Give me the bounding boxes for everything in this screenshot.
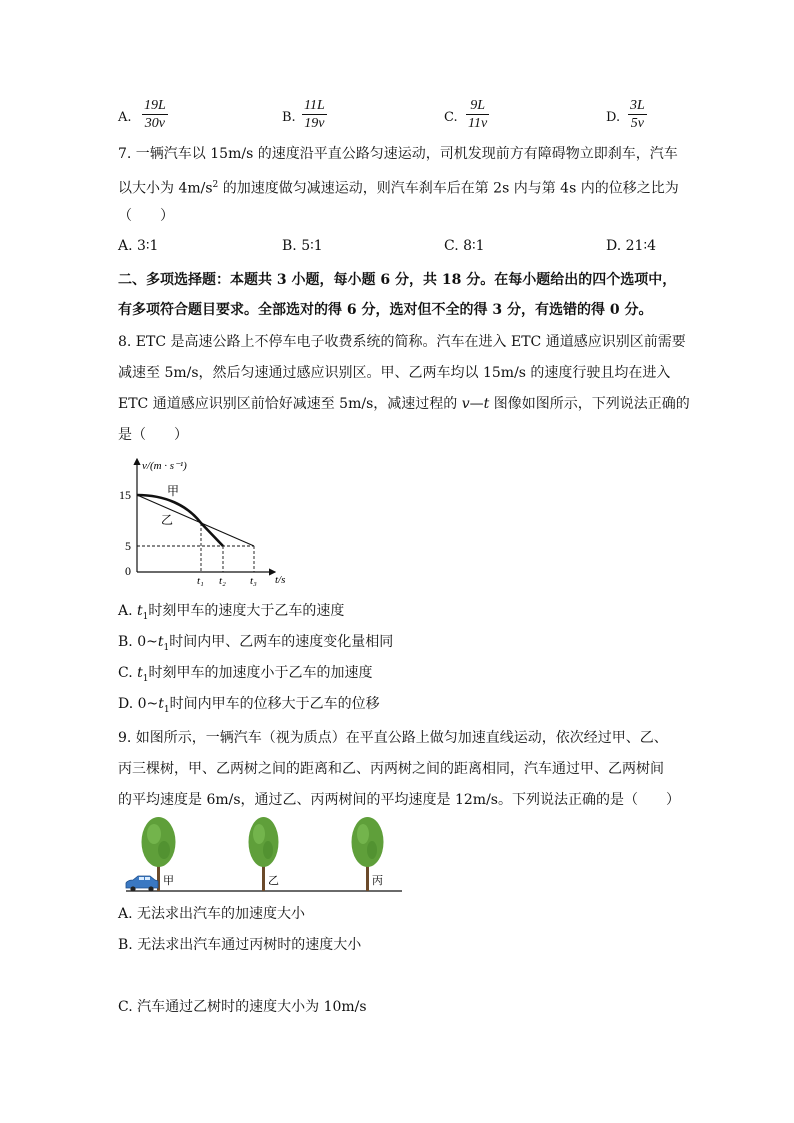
q6-option-d-fraction: 3L 5v [630, 98, 645, 131]
q8-stem-line-3: ETC 通道感应识别区前恰好减速至 5m/s，减速过程的 v—t 图像如图所示，下列说法正确的 [118, 396, 690, 412]
x-tick-t2: t₂ [219, 575, 226, 587]
q9-option-c: C. 汽车通过乙树时的速度大小为 10m/s [118, 999, 367, 1015]
x-tick-t1: t₁ [197, 575, 204, 587]
y-tick-15: 15 [119, 488, 131, 502]
q7-option-a: A. 3∶1 [118, 238, 159, 254]
q7-answer-blank: （ ） [118, 208, 174, 224]
q9-stem-line-1: 9. 如图所示，一辆汽车（视为质点）在平直公路上做匀加速直线运动，依次经过甲、乙、 [118, 730, 668, 746]
x-tick-t3: t₃ [250, 575, 257, 587]
section2-heading-line-2: 有多项符合题目要求。全部选对的得 6 分，选对但不全的得 3 分，有选错的得 0 分。 [118, 302, 653, 318]
q9-trees-diagram [118, 812, 408, 894]
q6-option-c-letter: C. [444, 110, 458, 125]
q8-stem-line-2: 减速至 5m/s，然后匀速通过感应识别区。甲、乙两车均以 15m/s 的速度行驶且均在进入 [118, 365, 671, 381]
q8-answer-blank: 是（ ） [118, 427, 188, 443]
tree-label-bing: 丙 [372, 875, 383, 887]
tree-label-yi: 乙 [268, 875, 279, 887]
curve-label-jia: 甲 [167, 484, 180, 498]
x-axis-label: t/s [275, 574, 286, 586]
q7-stem-line-2: 以大小为 $4m/s^2$ 的加速度做匀减速运动，则汽车刹车后在第 2s 内与第 4s 内的位移之比为 [118, 180, 679, 197]
q6-option-c-fraction: 9L 11v [468, 98, 488, 131]
q8-option-a: A. $t_1$时刻甲车的速度大于乙车的速度 [118, 603, 345, 622]
q6-option-d-letter: D. [606, 110, 621, 125]
q7-stem-line-1: 7. 一辆汽车以 15m/s 的速度沿平直公路匀速运动，司机发现前方有障碍物立即刹车，汽车 [118, 146, 678, 162]
q6-option-b-letter: B. [282, 110, 296, 125]
curve-yi-line [137, 495, 254, 546]
car-icon [126, 876, 158, 892]
q8-stem-line-1: 8. ETC 是高速公路上不停车电子收费系统的简称。汽车在进入 ETC 通道感应识别区前需要 [118, 334, 686, 350]
q6-option-b-fraction: 11L 19v [304, 98, 325, 131]
y-tick-0: 0 [125, 564, 131, 578]
q9-option-b: B. 无法求出汽车通过丙树时的速度大小 [118, 937, 362, 953]
q6-option-a-letter: A. [118, 110, 132, 125]
tree-label-jia: 甲 [163, 875, 174, 887]
q7-option-b: B. 5∶1 [282, 238, 323, 254]
q8-vt-graph [115, 455, 300, 590]
y-axis-label: v/(m · s⁻¹) [142, 460, 187, 472]
curve-jia-line [137, 495, 223, 546]
q9-stem-line-2: 丙三棵树，甲、乙两树之间的距离和乙、丙两树之间的距离相同，汽车通过甲、乙两树间 [118, 761, 664, 777]
curve-label-yi: 乙 [161, 513, 174, 527]
q9-option-a: A. 无法求出汽车的加速度大小 [118, 906, 306, 922]
q7-option-c: C. 8∶1 [444, 238, 485, 254]
q6-option-a-fraction: 19L 30v [144, 98, 166, 131]
section2-heading-line-1: 二、多项选择题：本题共 3 小题，每小题 6 分，共 18 分。在每小题给出的四个选项中， [118, 272, 677, 288]
q8-option-b: B. $0\sim t_1$时间内甲、乙两车的速度变化量相同 [118, 634, 394, 653]
q9-stem-line-3: 的平均速度是 6m/s，通过乙、丙两树间的平均速度是 12m/s。下列说法正确的是（ ） [118, 792, 680, 808]
q8-option-d: D. $0\sim t_1$时间内甲车的位移大于乙车的位移 [118, 696, 380, 715]
y-tick-5: 5 [125, 539, 131, 553]
q8-option-c: C. $t_1$时刻甲车的加速度小于乙车的加速度 [118, 665, 373, 684]
q7-option-d: D. 21∶4 [606, 238, 656, 254]
